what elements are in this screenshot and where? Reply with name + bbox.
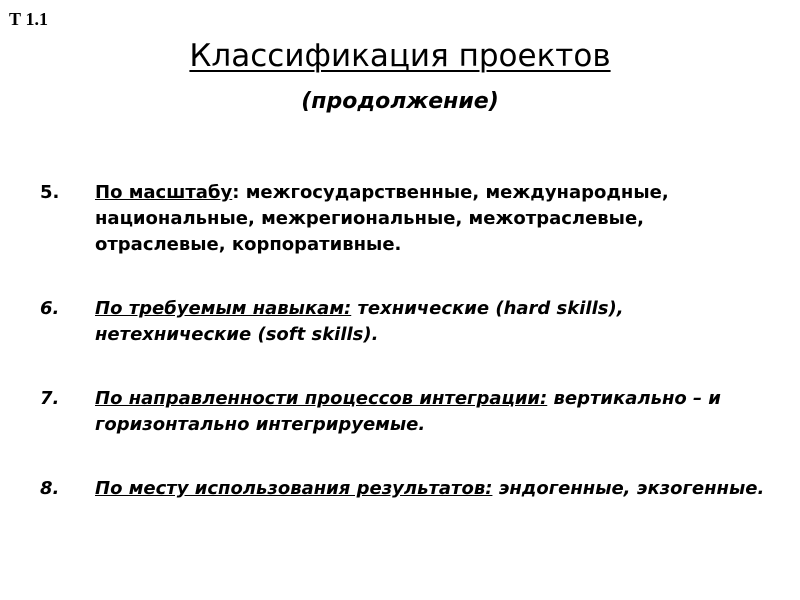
item-number: 7.: [40, 388, 60, 409]
item-text: вертикально – и горизонтально интегрируемые.: [95, 388, 721, 435]
item-criterion: По месту использования результатов:: [95, 478, 493, 499]
page-subtitle: (продолжение): [301, 89, 499, 114]
item-number: 6.: [40, 298, 60, 319]
list-item: [40, 296, 775, 348]
list-item: [40, 386, 775, 438]
list-item: [40, 180, 775, 258]
item-criterion: По направленности процессов интеграции:: [95, 388, 548, 409]
slide-number-tag: Т 1.1: [9, 9, 49, 29]
classification-list: [40, 180, 775, 502]
item-number: 5.: [40, 182, 60, 203]
page-title: Классификация проектов: [189, 38, 611, 74]
item-criterion: По масштабу: [95, 182, 233, 203]
item-colon: :: [232, 182, 240, 203]
item-text: эндогенные, экзогенные.: [492, 478, 765, 499]
item-number: 8.: [40, 478, 60, 499]
item-text: технические (hard skills), нетехнические (soft skills).: [95, 298, 624, 345]
item-text: межгосударственные, международные, национальные, межрегиональные, межотраслевые, отраслевые, корпоративные.: [95, 182, 669, 255]
list-item: [40, 476, 775, 502]
item-criterion: По требуемым навыкам:: [95, 298, 352, 319]
